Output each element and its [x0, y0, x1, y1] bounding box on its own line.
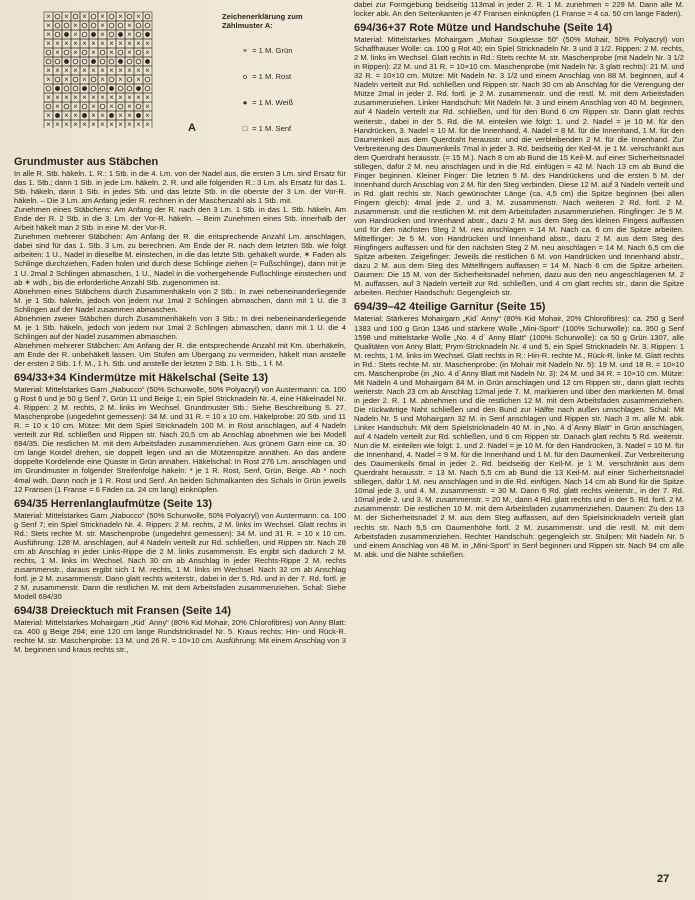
cross-mark: ×: [55, 120, 60, 128]
cross-mark: ×: [118, 12, 123, 22]
cross-mark: ×: [73, 48, 78, 58]
cross-mark: ×: [91, 102, 96, 112]
paragraph: Zunehmen mehrerer Stäbchen: Am Anfang der R. die entsprechende Anzahl Lm. anschlagen, dabei sind für das 1. Stb. 3 Lm. zu berechnen. Am Ende der R. nach dem letzten Stb. wie folgt arbeiten: 1 U., Nadel in dieselbe M. einstechen, in die das letzte Stb. gehäkelt wurde, ✶ Faden als Schlinge durchziehen, Faden holen und durch diese Schlinge ziehen (= Fußschlinge), dann mit je 1 U. 2mal 2 Schlingen abmaschen, 1 U., Nadel in die vorhergehende Fußschlinge einstechen und ab ✶ wdh., bis die erforderliche Anzahl Stb. zugenommen ist.: [14, 232, 346, 287]
chart-cell: [134, 57, 143, 66]
dot-mark: [145, 32, 150, 37]
circle-mark: [82, 32, 87, 37]
cross-mark: ×: [118, 75, 123, 85]
paragraph: Material: Mittelstarkes Garn „Nabucco“ (50% Schurwolle, 50% Polyacryl) von Austermann: ca. 100 g Rost 6 und je 50 g Senf 7, Grün 11 und Beige 1; ein Spiel Stricknadeln Nr. 4, eine Häkelnadel Nr. 4. Rippen: 2 M. rechts, 2 M. links im Wechsel. Grundmuster Stb.: Siehe Beschreibung S. 27. Maschenprobe (ungedehnt gemessen): 34 M. und 31 R. = 10 x 10 cm. Häkelprobe: 20 Stb. und 11 R. = 10 x 10 cm. Mütze: Mit dem Spiel Stricknadeln 100 M. in Rost anschlagen, auf 4 Nadeln verteilt zur Rd. schließen und Rippen str. Nach 20,5 cm ab Anschlag abnehmen wie bei Modell 694/35. Die restlichen M. mit dem Arbeitsfaden zusammenziehen. Aus grünem Garn eine ca. 30 cm lange Kordel drehen, sie doppelt legen und an die Mützenspitze annähen. An das andere doppelte Kordelende eine Quaste in Grün annähen. Häkelschal: In Rost 276 Lm. anschlagen und im Grundmuster in folgender Streifenfolge häkeln: * je 1 R. Rost, Senf, Grün, Beige. Ab * noch 4mal wdh. Dann noch je 1 R. Rost und Senf. An beiden Schmalkanten des Schals in Grün jeweils 12 Fransen (1 Franse = 6 Fäden ca. 24 cm lang) einknüpfen.: [14, 385, 346, 494]
cross-mark: ×: [73, 102, 78, 112]
circle-mark: [82, 59, 87, 64]
cross-mark: ×: [145, 93, 150, 103]
cross-mark: ×: [127, 120, 132, 128]
cross-mark: ×: [46, 120, 51, 128]
circle-mark: [82, 50, 87, 55]
chart-cell: [44, 48, 53, 57]
chart-cell: [143, 84, 152, 93]
circle-mark: [145, 86, 150, 91]
dot-mark: [145, 59, 150, 64]
cross-mark: ×: [46, 39, 51, 49]
cross-mark: ×: [118, 39, 123, 49]
cross-mark: ×: [46, 66, 51, 76]
chart-cell: [98, 84, 107, 93]
circle-mark: [109, 23, 114, 28]
cross-mark: ×: [73, 39, 78, 49]
chart-cell: [71, 84, 80, 93]
chart-cell: [89, 12, 98, 21]
paragraph: Material: Mittelstarkes Mohairgarn „Kid´ Anny“ (80% Kid Mohair, 20% Chlorofibres) von Anny Blatt: ca. 400 g Beige 294; eine 120 cm lange Rundstricknadel Nr. 5. Kraus rechts: Hin- und Rück-R. rechte M. str. Maschenprobe: 13 M. und 26 R. = 10×10 cm. Ausführung: Mit einem Anschlag von 3 M. beginnen und kraus rechts str.,: [14, 618, 346, 655]
section-title-694-36: 694/36+37 Rote Mütze und Handschuhe (Seite 14): [354, 22, 613, 35]
dot-mark: [55, 86, 60, 91]
chart-cell: [62, 21, 71, 30]
cross-mark: ×: [46, 30, 51, 40]
cross-mark: ×: [109, 102, 114, 112]
circle-mark: [64, 50, 69, 55]
chart-cell: [125, 12, 134, 21]
cross-mark: ×: [46, 93, 51, 103]
section-title-grundmuster: Grundmuster aus Stäbchen: [14, 156, 159, 168]
legend-label: = 1 M. Weiß: [252, 98, 294, 107]
circle-mark: [64, 86, 69, 91]
section-title-694-39: 694/39–42 4teilige Garnitur (Seite 15): [354, 301, 546, 314]
cross-mark: ×: [46, 12, 51, 22]
stitch-chart: [42, 10, 186, 128]
cross-mark: ×: [145, 39, 150, 49]
chart-cell: [89, 21, 98, 30]
circle-mark: [64, 23, 69, 28]
chart-cell: [143, 75, 152, 84]
paragraph: Material: Mittelstarkes Garn „Nabucco“ (50% Schurwolle, 50% Polyacryl) von Austermann: ca. 100 g Senf 7; ein Spiel Stricknadeln Nr. 4. Rippen: 2 M. rechts, 2 M. links im Wechsel. Glatt rechts in Rd.: Stets rechte M. str. Maschenprobe (ungedehnt gemessen): 34 M. und 31 R. = 10 x 10 cm. Ausführung: 128 M. anschlagen, auf 4 Nadeln verteilt zur Rd. schließen, und Rippen str. Nach 28 cm ab Anschlag in jeder Links-Rippe die 2 M. links zusammenstr. Es ergibt sich dadurch 2 M. rechts, 1 M. links im Wechsel. Nach 30 cm ab Anschlag in jeder Rechts-Rippe 2 M. rechts zusammenstr., daraus ergibt sich 1 M. rechts, 1 M. links im Wechsel. Nach 32 cm ab Anschlag fortl. je 2 M. zusammenstr. Dann glatt rechts weiterstr., dabei in der 5. Rd. und in der 7. Rd. fortl. je 2 M. zusammenstr. Dann die restlichen M. mit dem Arbeitsfaden zusammenziehen. Schal: Siehe Modell 694/30: [14, 510, 346, 602]
circle-mark: [100, 59, 105, 64]
cross-mark: ×: [46, 75, 51, 85]
circle-mark: [136, 50, 141, 55]
cross-mark: ×: [64, 75, 69, 85]
cross-mark: ×: [55, 48, 60, 58]
chart-cell: [53, 30, 62, 39]
cross-mark: ×: [109, 48, 114, 58]
legend-item-white: [240, 98, 293, 107]
chart-cell: [80, 57, 89, 66]
circle-mark: [109, 14, 114, 19]
section-title-694-38: 694/38 Dreiecktuch mit Fransen (Seite 14): [14, 605, 232, 618]
cross-mark: ×: [64, 66, 69, 76]
cross-mark: ×: [73, 30, 78, 40]
legend-item-green: [240, 46, 292, 55]
circle-mark: [118, 86, 123, 91]
circle-mark: [127, 59, 132, 64]
paragraph: Abnehmen mehrerer Stäbchen: Am Anfang der R. die entsprechende Anzahl mit Km. überhäkeln, am Ende der R. unbehäkelt lassen. Um Stufen am Übergang zu vermeiden, häkelt man anstelle der ersten 2 Stb. 1 f. M., 1 h. Stb. und anstelle der letzten 2 Stb. 1 h. Stb., 1 f. M.: [14, 340, 346, 368]
cross-mark: ×: [136, 75, 141, 85]
cross-mark: ×: [100, 21, 105, 31]
circle-mark: [136, 104, 141, 109]
square-symbol: □: [242, 124, 248, 133]
cross-mark: ×: [145, 120, 150, 128]
cross-mark: ×: [100, 120, 105, 128]
cross-mark: ×: [100, 93, 105, 103]
chart-cell: [53, 21, 62, 30]
circle-mark: [46, 50, 51, 55]
circle-mark: [118, 104, 123, 109]
cross-mark: ×: [109, 66, 114, 76]
chart-cell: [134, 30, 143, 39]
circle-mark: [82, 104, 87, 109]
chart-cell: [116, 102, 125, 111]
circle-mark: [82, 23, 87, 28]
chart-cell: [89, 75, 98, 84]
dot-mark: [109, 113, 114, 118]
circle-mark: [109, 59, 114, 64]
chart-cell: [62, 84, 71, 93]
cross-mark: ×: [91, 111, 96, 121]
chart-cell: [116, 21, 125, 30]
cross-mark: ×: [118, 66, 123, 76]
chart-cell: [125, 57, 134, 66]
chart-cell: [89, 84, 98, 93]
cross-mark: ×: [82, 12, 87, 22]
paragraph: Zunehmen eines Stäbchens: Am Anfang der R. nach den 3 Lm. 1 Stb. in das 1. Stb. häkeln. Am Ende der R. 2 Stb. in die 3. Lm. der Vor-R. häkeln. – Beim Zunehmen eines Stb. innerhalb der Arbeit häkelt man 2 Stb. in eine M. der Vor-R.: [14, 205, 346, 233]
page-number: 27: [657, 873, 670, 885]
cross-mark: ×: [100, 75, 105, 85]
cross-mark: ×: [136, 66, 141, 76]
cross-mark: ×: [127, 93, 132, 103]
dot-mark: [55, 113, 60, 118]
dot-mark: [64, 32, 69, 37]
cross-mark: ×: [91, 66, 96, 76]
cross-mark: ×: [55, 39, 60, 49]
chart-cell: [107, 57, 116, 66]
circle-mark: [46, 86, 51, 91]
cross-mark: ×: [91, 39, 96, 49]
legend-label: = 1 M. Senf: [252, 124, 292, 133]
cross-mark: ×: [127, 102, 132, 112]
circle-mark: [91, 14, 96, 19]
paragraph: Material: Stärkeres Mohairgarn „Kid´ Anny“ (80% Kid Mohair, 20% Chlorofibres): ca. 250 g Senf 1383 und 100 g Grün 1346 und stärkere Wolle „Mini-Sport“ (100% Schurwolle): ca. 350 g Senf 1598 und mittelstarke Wolle „No. 4 d´ Anny Blatt“ (100% Schurwolle): ca 50 g Grün 1307, alle Qualitäten von Anny Blatt; Prym-Stricknadeln Nr. 4 und 5, ein Spiel Stricknadeln Nr. 3. Rippen: 1 M. rechts, 1 M. links im Wechsel. Glatt rechts in R.: Hin-R. rechte M., Rück-R. linke M. Glatt rechts in Rd.: Stets rechte M. str. Maschenprobe: (in Mohair mit Nadeln Nr. 5): 19 M. und 18 R. = 10×10 cm. Maschenprobe (in „No. 4 d´Anny Blatt mit Nadeln Nr. 3): 24 M. und 34 R. = 10×10 cm. Mütze: Mit Nadeln 4 und Mohairgarn 84 M. in Grün anschlagen und 12 cm Rippen str., dann glatt rechts weiterstr. Nach 23 cm ab Anschlag 12mal jede 7. M. markieren und über den markierten M. 6mal in jeder 2. R. 1 M. abnehmen und die restlichen 12 M. mit dem Arbeitsfaden zusammenziehen. Die rückwärtige Naht schließen und den Bund zur Hälfte nach außen umschlagen. Schal: Mit Nadeln Nr. 5 und Mohairgarn 32 M. in Senf anschlagen und Rippen str. Nach 3 m. alle M. abk. Linker Handschuh: Mit dem Spielstricknadeln 40 M. in „No. 4 d´Anny Blatt“ in Grün anschlagen, auf 4 Nadeln verteilt zur Rd. schließen, und 6 cm Rippen str. Danach glatt rechts 5 Rd. weiterstr. Nun die M. einteilen wie folgt: 1. und 2. Nadel = je 10 M. für den Handrücken, 3. Nadel = 10 M. für die Innenhand, 4. Nadel = 9 M. für die Innenhand und 1 M. für den Daumenkeil. Zur Verbreiterung des Daumenkeils 6mal in jeder 2. Rd. beidseitig der Keil-M. je 1 M. verschränkt aus dem Querdraht herausstr. = 13 M. Nach 5,5 cm ab Bund die 13 Keil-M. auf einer Sicherheitsnadel stillegen, dafür 1 M. neu anschlagen und in die Rd. einfügen. Nach 14 cm ab Bund für die Spitze 10mal jede 3. und 4. M. zusammenstr. = 30 M. Dann 6 Rd. glatt rechts weiterstr., in der 7. Rd. 10mal jede 2. und 3. M. zusammenstr. = 20 M., dann 4 Rd. glatt rechts und in der 5. Rd. fortl. 2 M. zusammenstr. Die restlichen 10 M. mit dem Arbeitsfaden zusammenziehen. Daumen: Zu den 13 M. der Sicherheitsnadel 2 M. aus dem Steg auffassen, auf den Spielstricknadeln verteilt glatt rechts str. Nach 5,5 cm Daumenhöhe fortl. 2 M. zusammenstr. und die restl. M. mit dem Arbeitsfaden zusammenziehen. Rechter Handschuh: gegengleich str. Stulpen: Mit Nadeln Nr. 5 und einem Anschlag von 48 M. in „Mini-Sport“ in Senf beginnen und Rippen str. Nach 94 cm alle M. abk. und die Nähte schließen.: [354, 314, 684, 559]
cross-mark: ×: [91, 48, 96, 58]
cross-mark: ×: [109, 39, 114, 49]
cross-mark: ×: [64, 39, 69, 49]
chart-cell: [125, 84, 134, 93]
cross-mark: ×: [55, 93, 60, 103]
paragraph: dabei zur Formgebung beidseitig 113mal in jeder 2. R. 1 M. zunehmen = 229 M. Dann alle M. locker abk. An den Seitenkanten je 47 Fransen einknüpfen (1 Franse = 4 ca. 50 cm lange Fäden).: [354, 0, 684, 19]
cross-mark: ×: [127, 48, 132, 58]
cross-mark: ×: [64, 93, 69, 103]
circle-mark: [55, 23, 60, 28]
circle-mark: [73, 14, 78, 19]
chart-cell: [107, 75, 116, 84]
dot-mark: [64, 59, 69, 64]
circle-mark: [127, 14, 132, 19]
circle-mark: [64, 104, 69, 109]
circle-mark: [46, 104, 51, 109]
chart-cell: [107, 30, 116, 39]
chart-cell: [116, 84, 125, 93]
circle-mark: [127, 86, 132, 91]
dot-symbol: ●: [242, 98, 248, 107]
legend-title: Zeichenerklärung zum Zählmuster A:: [222, 12, 303, 30]
circle-mark: [73, 77, 78, 82]
dot-mark: [136, 86, 141, 91]
dot-mark: [91, 59, 96, 64]
cross-mark: ×: [118, 111, 123, 121]
circle-mark: [55, 77, 60, 82]
legend-item-mustard: [240, 124, 291, 133]
dot-mark: [91, 32, 96, 37]
circle-mark: [100, 104, 105, 109]
paragraph: Abnehmen eines Stäbchens durch Zusammenhäkeln von 2 Stb.: In zwei nebeneinanderliegende M. je 1 Stb. häkeln, jedoch von jedem nur 1mal 2 Schlingen abmaschen, dann mit 1 U. die 3 Schlingen auf der Nadel zusammen abmaschen.: [14, 286, 346, 314]
cross-mark: ×: [55, 102, 60, 112]
cross-mark: ×: [145, 111, 150, 121]
cross-mark: ×: [73, 21, 78, 31]
cross-mark: ×: [145, 102, 150, 112]
cross-mark: ×: [145, 48, 150, 58]
chart-cell: [44, 102, 53, 111]
section-title-694-35: 694/35 Herrenlanglaufmütze (Seite 13): [14, 497, 213, 510]
cross-mark: ×: [136, 39, 141, 49]
chart-cell: [80, 48, 89, 57]
cross-mark: ×: [55, 66, 60, 76]
chart-cell: [125, 75, 134, 84]
cross-mark: ×: [136, 93, 141, 103]
cross-mark: ×: [64, 12, 69, 22]
circle-mark: [100, 86, 105, 91]
chart-cell: [71, 12, 80, 21]
circle-mark: [100, 50, 105, 55]
circle-symbol: o: [242, 72, 248, 81]
circle-mark: [136, 32, 141, 37]
circle-mark: [136, 23, 141, 28]
cross-mark: ×: [82, 66, 87, 76]
cross-mark: ×: [145, 66, 150, 76]
chart-cell: [134, 21, 143, 30]
circle-mark: [136, 59, 141, 64]
chart-cell: [98, 48, 107, 57]
circle-mark: [145, 23, 150, 28]
chart-cell: [44, 57, 53, 66]
chart-cell: [53, 57, 62, 66]
cross-mark: ×: [73, 66, 78, 76]
chart-cell: [44, 84, 53, 93]
cross-mark: ×: [82, 93, 87, 103]
chart-cell: [62, 48, 71, 57]
left-column: [14, 6, 346, 654]
chart-cell: [98, 57, 107, 66]
circle-mark: [55, 14, 60, 19]
cross-mark: ×: [127, 30, 132, 40]
circle-mark: [145, 77, 150, 82]
chart-cell: [71, 57, 80, 66]
chart-cell: [98, 102, 107, 111]
cross-mark: ×: [136, 12, 141, 22]
circle-mark: [109, 77, 114, 82]
paragraph: Material: Mittelstarkes Mohairgarn „Mohair Souplesse 50“ (50% Mohair, 50% Polyacryl) von Schaffhauser Wolle: ca. 100 g Rot 40; ein Spiel Stricknadeln Nr. 3 und 3 1/2. Rippen: 2 M. rechts, 2 M. links im Wechsel. Glatt rechts in Rd.: Stets rechte M. str. Maschenprobe (mit Nadeln Nr. 3 1/2 in Rippen): 22 M. und 31 R. = 10×10 cm. Maschenprobe (mit Nadeln Nr. 3 glatt rechts): 21 M. und 32 R. = 10×10 cm. Mütze: Mit Nadeln Nr. 3 1/2 und einem Anschlag von 88 M. beginnen, auf 4 Nadeln verteilt zur Rd. schließen und Rippen str. Nach 30 cm ab Anschlag für die Verengung der Mütze 2mal in jeder 2. Rd. fortl. je 2 M. zusammenstr. und die restl. M. mit dem Arbeitsfaden zusammenziehen. Linker Handschuh: Mit Nadeln Nr. 3 und einem Anschlag von 40 M. beginnen, auf 4 Nadeln verteilt zur Rd. schließen, und für den Bund 6 cm Rippen str. Dann glatt rechts weiterstr., dabei in der 5. Rd. die M. einteilen wie folgt: 1. und 2. Nadel = je 10 M. für den Handrücken, 3. Nadel = 10 M. für die Innenhand, 4. Nadel = 8 M. für die Innenhand, 1 M. für den Daumenkeil aus dem Querdraht herausstr. und die verbleibenden 2 M. für die Innenhand. Zur Verbreiterung des Daumenkeils 7mal in jeder 3. Rd. beidseitig der Keil-M. je 1 M. verschränkt aus dem Querdraht herausstr. (= 15 M.). Nach 8 cm ab Bund die 15 Keil-M. auf einer Sicherheitsnadel stillegen, dafür 2 M. neu anschlagen und in die Rd. einfügen = 42 M. Nach 13 cm ab Bund die Finger beginnen. Kleiner Finger: Die letzten 5 M. des Handrückens und die ersten 5 M. der Innenhand durch Anschlag von 2 M. für den Steg verbinden. Diese 12 M. auf 3 Nadeln verteilt und in Rd. glatt rechts str. Nach gewünschter Länge (ca. 4,5 cm) die Spitze beginnen (bei allen Fingern gleich): 4mal jede 2. und 3. M. zusammenstr. Nach weiteren 2 Rd. fortl. 2 M. zusammenstr. und die restlichen M. mit dem Arbeitsfaden zusammenziehen. Ringfinger: Je 5 M. von Handrücken und Innenhand abstr., dazu 2 M. aus dem Steg des kleinen Fingers auffassen und für den nächsten Steg 2 M. neu anschlagen = 14 M. Nach ca. 6 cm die Spitze arbeiten. Mittelfinger: Je 5 M. von Handrücken und Innenhand abstr., dazu 2 M. aus dem Steg des Ringfingers auffassen und für den nächsten Steg 2 M. neu anschlagen = 14 M. Nach 6,5 cm die Spitze arbeiten. Zeigefinger: Jeweils die restlichen 6 M. von Handrücken und Innenhand abstr., dazu 2 M. aus dem Steg des Mittelfingers auffassen = 14 M. Nach 6 cm die Spitze arbeiten. Daumen: Die 15 M. von der Sicherheitsnadel nehmen, dazu aus den neu angeschlagenen M. 2 M. auffassen, auf 3 Nadeln verteilt zur Rd. schließen, und 4 cm glatt rechts str., dann die Spitze arbeiten. Rechter Handschuh: Gegengleich str.: [354, 35, 684, 298]
cross-mark: ×: [82, 39, 87, 49]
circle-mark: [55, 59, 60, 64]
circle-mark: [118, 23, 123, 28]
dot-mark: [118, 59, 123, 64]
chart-cell: [71, 75, 80, 84]
cross-mark: ×: [136, 120, 141, 128]
cross-mark: ×: [127, 39, 132, 49]
dot-mark: [136, 113, 141, 118]
cross-mark: ×: [73, 111, 78, 121]
chart-cell: [143, 12, 152, 21]
cross-symbol: ×: [242, 46, 248, 55]
chart-cell: [53, 75, 62, 84]
circle-mark: [73, 86, 78, 91]
circle-mark: [91, 77, 96, 82]
legend-label: = 1 M. Grün: [252, 46, 293, 55]
circle-mark: [118, 50, 123, 55]
chart-cell: [62, 102, 71, 111]
chart-cell: [107, 21, 116, 30]
chart-cell: [80, 21, 89, 30]
cross-mark: ×: [91, 93, 96, 103]
cross-mark: ×: [127, 66, 132, 76]
dot-mark: [82, 113, 87, 118]
legend-label: = 1 M. Rost: [252, 72, 292, 81]
paragraph: In alle R. Stb. häkeln. 1. R.: 1 Stb. in die 4. Lm. von der Nadel aus, die ersten 3 Lm. sind Ersatz für das 1. Stb.; dann 1 Stb. in jede Lm. häkeln. 2. R. und alle folgenden R.: 3 Lm. als Ersatz für das 1. Stb. häkeln, dann 1 Stb. in jedes Stb. und das letzte Stb. in die oberste der 3 Lm. der Vor-R. häkeln. – Die 3 Lm. am Anfang jeder R. rechnen in der Maschenzahl als 1 Stb. mit.: [14, 169, 346, 206]
circle-mark: [91, 86, 96, 91]
cross-mark: ×: [127, 111, 132, 121]
circle-mark: [145, 14, 150, 19]
cross-mark: ×: [118, 120, 123, 128]
circle-mark: [91, 23, 96, 28]
cross-mark: ×: [82, 120, 87, 128]
circle-mark: [73, 59, 78, 64]
dot-mark: [82, 86, 87, 91]
cross-mark: ×: [73, 93, 78, 103]
chart-cell: [107, 12, 116, 21]
cross-mark: ×: [109, 93, 114, 103]
chart-cell: [116, 48, 125, 57]
circle-mark: [109, 32, 114, 37]
dot-mark: [118, 32, 123, 37]
paragraph: Abnehmen zweier Stäbchen durch Zusammenhäkeln von 3 Stb.: In drei nebeneinanderliegende M. je 1 Stb. häkeln, jedoch von jedem nur 1mal 2 Schlingen abmaschen, dann mit 1 U. die 4 Schlingen auf der Nadel zusammen abmaschen.: [14, 313, 346, 341]
cross-mark: ×: [46, 111, 51, 121]
cross-mark: ×: [100, 111, 105, 121]
section-title-694-33: 694/33+34 Kindermütze mit Häkelschal (Seite 13): [14, 372, 269, 385]
cross-mark: ×: [82, 75, 87, 85]
cross-mark: ×: [127, 21, 132, 31]
cross-mark: ×: [109, 120, 114, 128]
chart-label-a: A: [188, 122, 196, 134]
legend-item-rust: [240, 72, 291, 81]
stitch-chart-area: [14, 6, 346, 156]
chart-cell: [80, 102, 89, 111]
dot-mark: [109, 86, 114, 91]
chart-cell: [134, 102, 143, 111]
circle-mark: [46, 59, 51, 64]
cross-mark: ×: [100, 66, 105, 76]
right-column: [354, 0, 684, 559]
cross-mark: ×: [100, 30, 105, 40]
chart-cell: [80, 30, 89, 39]
chart-cell: [53, 12, 62, 21]
cross-mark: ×: [64, 111, 69, 121]
cross-mark: ×: [91, 120, 96, 128]
chart-legend: [222, 12, 342, 133]
circle-mark: [55, 32, 60, 37]
chart-cell: [134, 48, 143, 57]
cross-mark: ×: [118, 93, 123, 103]
chart-cell: [143, 21, 152, 30]
circle-mark: [127, 77, 132, 82]
cross-mark: ×: [64, 120, 69, 128]
cross-mark: ×: [100, 39, 105, 49]
cross-mark: ×: [46, 21, 51, 31]
cross-mark: ×: [100, 12, 105, 22]
cross-mark: ×: [73, 120, 78, 128]
